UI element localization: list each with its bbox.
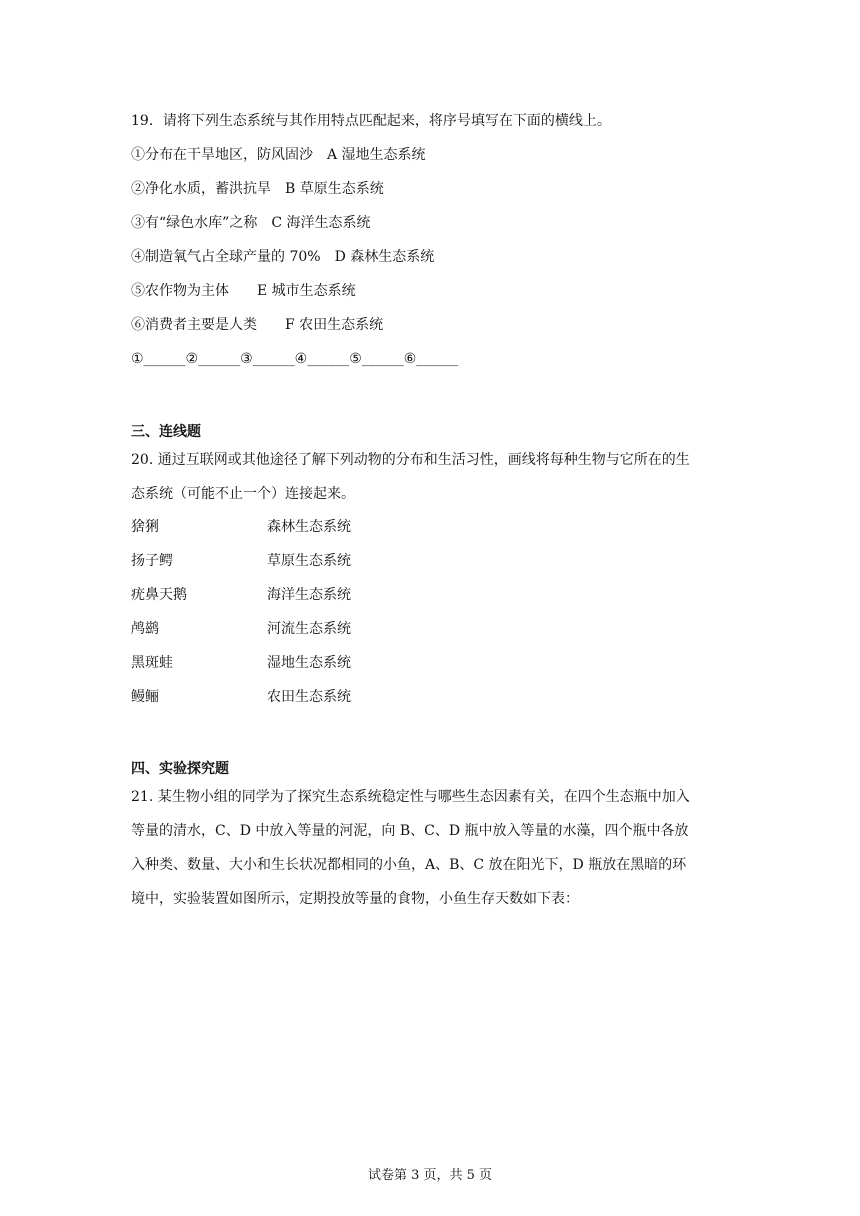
ecosystem-item: 草原生态系统 [267, 553, 351, 569]
q19-item-6: ⑥消费者主要是人类 F 农田生态系统 [131, 317, 384, 333]
page-footer: 试卷第 3 页，共 5 页 [367, 1168, 493, 1183]
animal-item: 疣鼻天鹅 [131, 587, 187, 603]
q20-question-line2: 态系统（可能不止一个）连接起来。 [131, 486, 355, 502]
animal-item: 猞猁 [131, 519, 159, 535]
animal-item: 鳗鲡 [131, 689, 159, 705]
ecosystem-item: 农田生态系统 [267, 689, 351, 705]
q21-line-1: 21. 某生物小组的同学为了探究生态系统稳定性与哪些生态因素有关，在四个生态瓶中加入 [131, 789, 690, 805]
animal-item: 鸬鹚 [131, 621, 159, 637]
q21-line-3: 入种类、数量、大小和生长状况都相同的小鱼，A、B、C 放在阳光下，D 瓶放在黑暗的环 [131, 857, 687, 873]
ecosystem-item: 海洋生态系统 [267, 587, 351, 603]
ecosystem-item: 河流生态系统 [267, 621, 351, 637]
q19-item-3: ③有“绿色水库”之称 C 海洋生态系统 [131, 215, 371, 231]
section4-heading: 四、实验探究题 [131, 761, 229, 777]
q19-question: 19．请将下列生态系统与其作用特点匹配起来，将序号填写在下面的横线上。 [131, 113, 611, 129]
q19-item-1: ①分布在干旱地区，防风固沙 A 湿地生态系统 [131, 147, 426, 163]
ecosystem-item: 森林生态系统 [267, 519, 351, 535]
q19-item-2: ②净化水质，蓄洪抗旱 B 草原生态系统 [131, 181, 384, 197]
q20-question-line1: 20. 通过互联网或其他途径了解下列动物的分布和生活习性，画线将每种生物与它所在的生 [131, 452, 690, 468]
q19-answer-line: ①______②______③______④______⑤______⑥______ [131, 351, 459, 367]
q19-item-4: ④制造氧气占全球产量的 70% D 森林生态系统 [131, 249, 435, 265]
ecosystem-item: 湿地生态系统 [267, 655, 351, 671]
animal-item: 扬子鳄 [131, 553, 173, 569]
animal-item: 黑斑蛙 [131, 655, 173, 671]
q21-line-2: 等量的清水，C、D 中放入等量的河泥，向 B、C、D 瓶中放入等量的水藻，四个瓶中各放 [131, 823, 689, 839]
q19-item-5: ⑤农作物为主体 E 城市生态系统 [131, 283, 356, 299]
section3-heading: 三、连线题 [131, 424, 201, 440]
q21-line-4: 境中，实验装置如图所示，定期投放等量的食物，小鱼生存天数如下表： [131, 891, 579, 907]
